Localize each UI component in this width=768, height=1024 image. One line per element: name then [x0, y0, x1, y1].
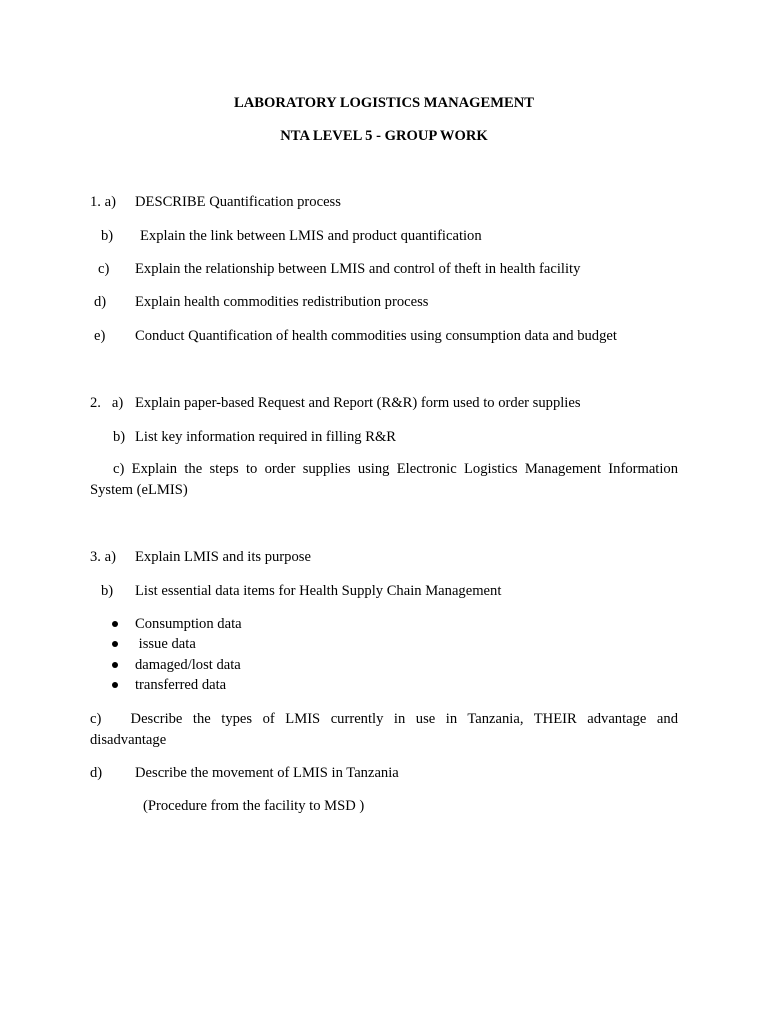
q3-c-item: [90, 709, 678, 751]
bullet-icon: [112, 641, 118, 647]
q2-c-text: Explain the steps to order supplies using Electronic Logistics Management Information System (eLMIS): [90, 461, 679, 498]
document-subtitle: NTA LEVEL 5 - GROUP WORK: [280, 128, 488, 144]
q3-d-text: Describe the movement of LMIS in Tanzania: [135, 765, 399, 781]
bullet-icon: [112, 682, 118, 688]
q1-e-label: e): [94, 328, 106, 344]
list-item: transferred data: [135, 677, 227, 693]
bullet-icon: [112, 662, 118, 668]
list-item: damaged/lost data: [135, 657, 241, 673]
q2-c-label: c): [113, 461, 125, 477]
q1-c-text: Explain the relationship between LMIS and control of theft in health facility: [135, 261, 581, 277]
q1-b-text: Explain the link between LMIS and product quantification: [140, 228, 482, 244]
list-item: issue data: [135, 636, 196, 652]
q1-c-label: c): [98, 261, 110, 277]
q2-a-text: Explain paper-based Request and Report (R&R) form used to order supplies: [135, 395, 581, 411]
q2-b-label: b): [113, 429, 126, 445]
q2-b-text: List key information required in filling R&R: [135, 429, 397, 445]
bullet-icon: [112, 621, 118, 627]
list-item: Consumption data: [135, 616, 242, 632]
q1-a-label: 1. a): [90, 194, 116, 210]
q3-d-note: (Procedure from the facility to MSD ): [143, 798, 365, 814]
document-title: LABORATORY LOGISTICS MANAGEMENT: [233, 95, 535, 111]
q3-d-label: d): [90, 765, 103, 781]
q2-c-item: [90, 459, 678, 501]
q3-a-text: Explain LMIS and its purpose: [135, 549, 311, 565]
q2-a-label: 2. a): [90, 395, 124, 411]
q3-b-text: List essential data items for Health Supply Chain Management: [135, 583, 502, 599]
q1-d-text: Explain health commodities redistribution process: [135, 294, 429, 310]
q3-c-label: c): [90, 711, 102, 727]
q3-b-label: b): [101, 583, 114, 599]
q1-e-text: Conduct Quantification of health commodities using consumption data and budget: [135, 328, 617, 344]
q1-b-label: b): [101, 228, 114, 244]
q3-a-label: 3. a): [90, 549, 116, 565]
q3-c-text: Describe the types of LMIS currently in use in Tanzania, THEIR advantage and disadvantage: [90, 711, 678, 748]
q1-a-text: DESCRIBE Quantification process: [135, 194, 341, 210]
q1-d-label: d): [94, 294, 107, 310]
